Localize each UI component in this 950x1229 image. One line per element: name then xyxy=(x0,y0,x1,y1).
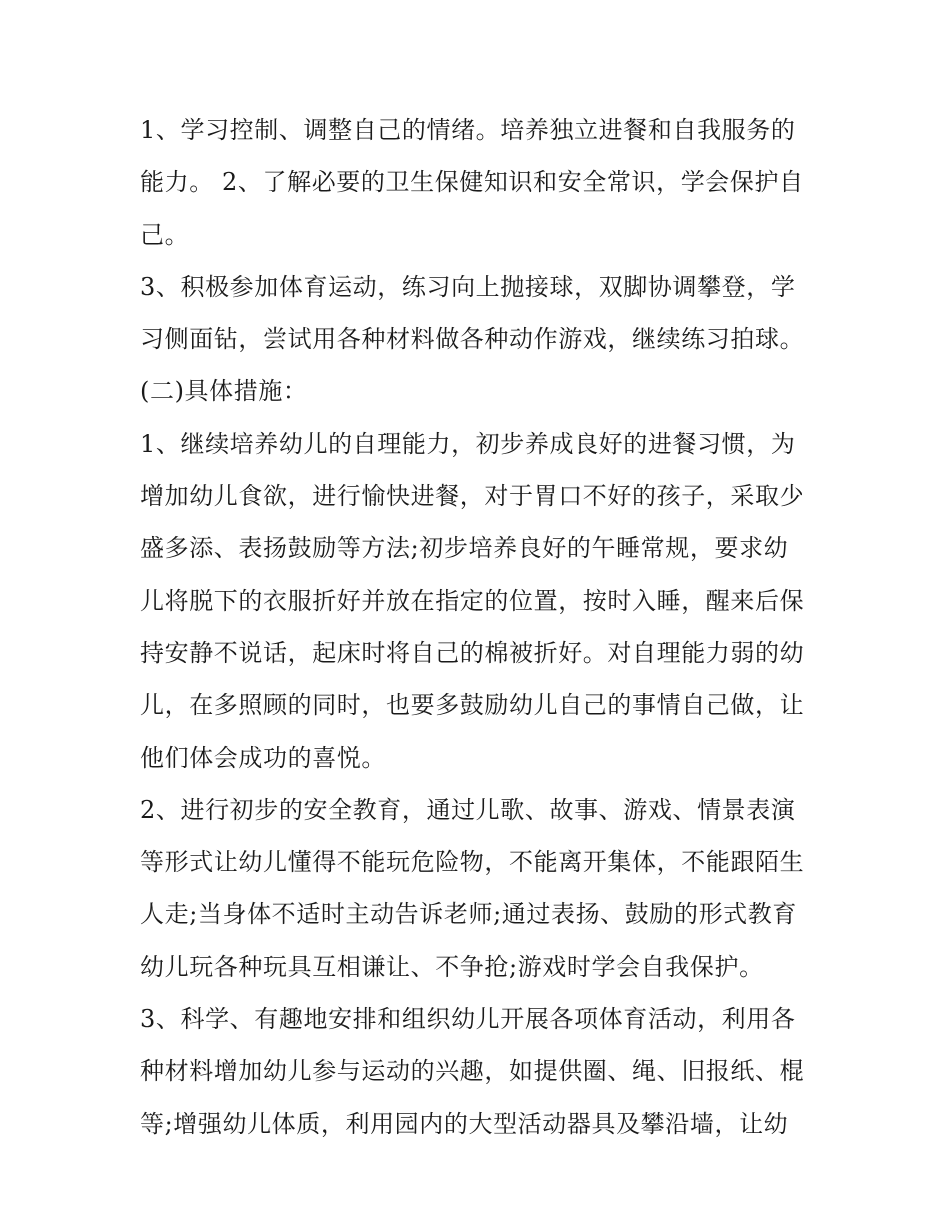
text-line: 持安静不说话，起床时将自己的棉被折好。对自理能力弱的幼 xyxy=(140,638,805,667)
text-line: 能力。 2、了解必要的卫生保健知识和安全常识，学会保护自 xyxy=(140,168,804,197)
text-line: 己。 xyxy=(140,220,190,249)
text-line: 1、学习控制、调整自己的情绪。培养独立进餐和自我服务的 xyxy=(140,116,796,144)
text-line: 儿将脱下的衣服折好并放在指定的位置，按时入睡，醒来后保 xyxy=(140,586,805,615)
text-line: 3、科学、有趣地安排和组织幼儿开展各项体育活动，利用各 xyxy=(140,1005,796,1034)
text-line: 等;增强幼儿体质，利用园内的大型活动器具及攀沿墙，让幼 xyxy=(140,1109,789,1138)
text-line: 他们体会成功的喜悦。 xyxy=(140,743,386,772)
text-line: 等形式让幼儿懂得不能玩危险物，不能离开集体，不能跟陌生 xyxy=(140,848,805,877)
text-line: 2、进行初步的安全教育，通过儿歌、故事、游戏、情景表演 xyxy=(140,795,796,824)
text-line: 3、积极参加体育运动，练习向上抛接球，双脚协调攀登，学 xyxy=(140,272,796,301)
section-heading: (二)具体措施： xyxy=(140,377,308,406)
text-line: 增加幼儿食欲，进行愉快进餐，对于胃口不好的孩子，采取少 xyxy=(140,482,805,511)
text-line: 1、继续培养幼儿的自理能力，初步养成良好的进餐习惯，为 xyxy=(140,429,796,458)
text-line: 幼儿玩各种玩具互相谦让、不争抢;游戏时学会自我保护。 xyxy=(140,952,764,981)
text-line: 习侧面钻，尝试用各种材料做各种动作游戏，继续练习拍球。 xyxy=(140,325,805,354)
text-line: 盛多添、表扬鼓励等方法;初步培养良好的午睡常规，要求幼 xyxy=(140,534,789,563)
document-body xyxy=(140,104,820,1150)
text-line: 人走;当身体不适时主动告诉老师;通过表扬、鼓励的形式教育 xyxy=(140,900,797,929)
text-line: 种材料增加幼儿参与运动的兴趣，如提供圈、绳、旧报纸、棍 xyxy=(140,1057,805,1086)
text-line: 儿，在多照顾的同时，也要多鼓励幼儿自己的事情自己做，让 xyxy=(140,691,805,720)
